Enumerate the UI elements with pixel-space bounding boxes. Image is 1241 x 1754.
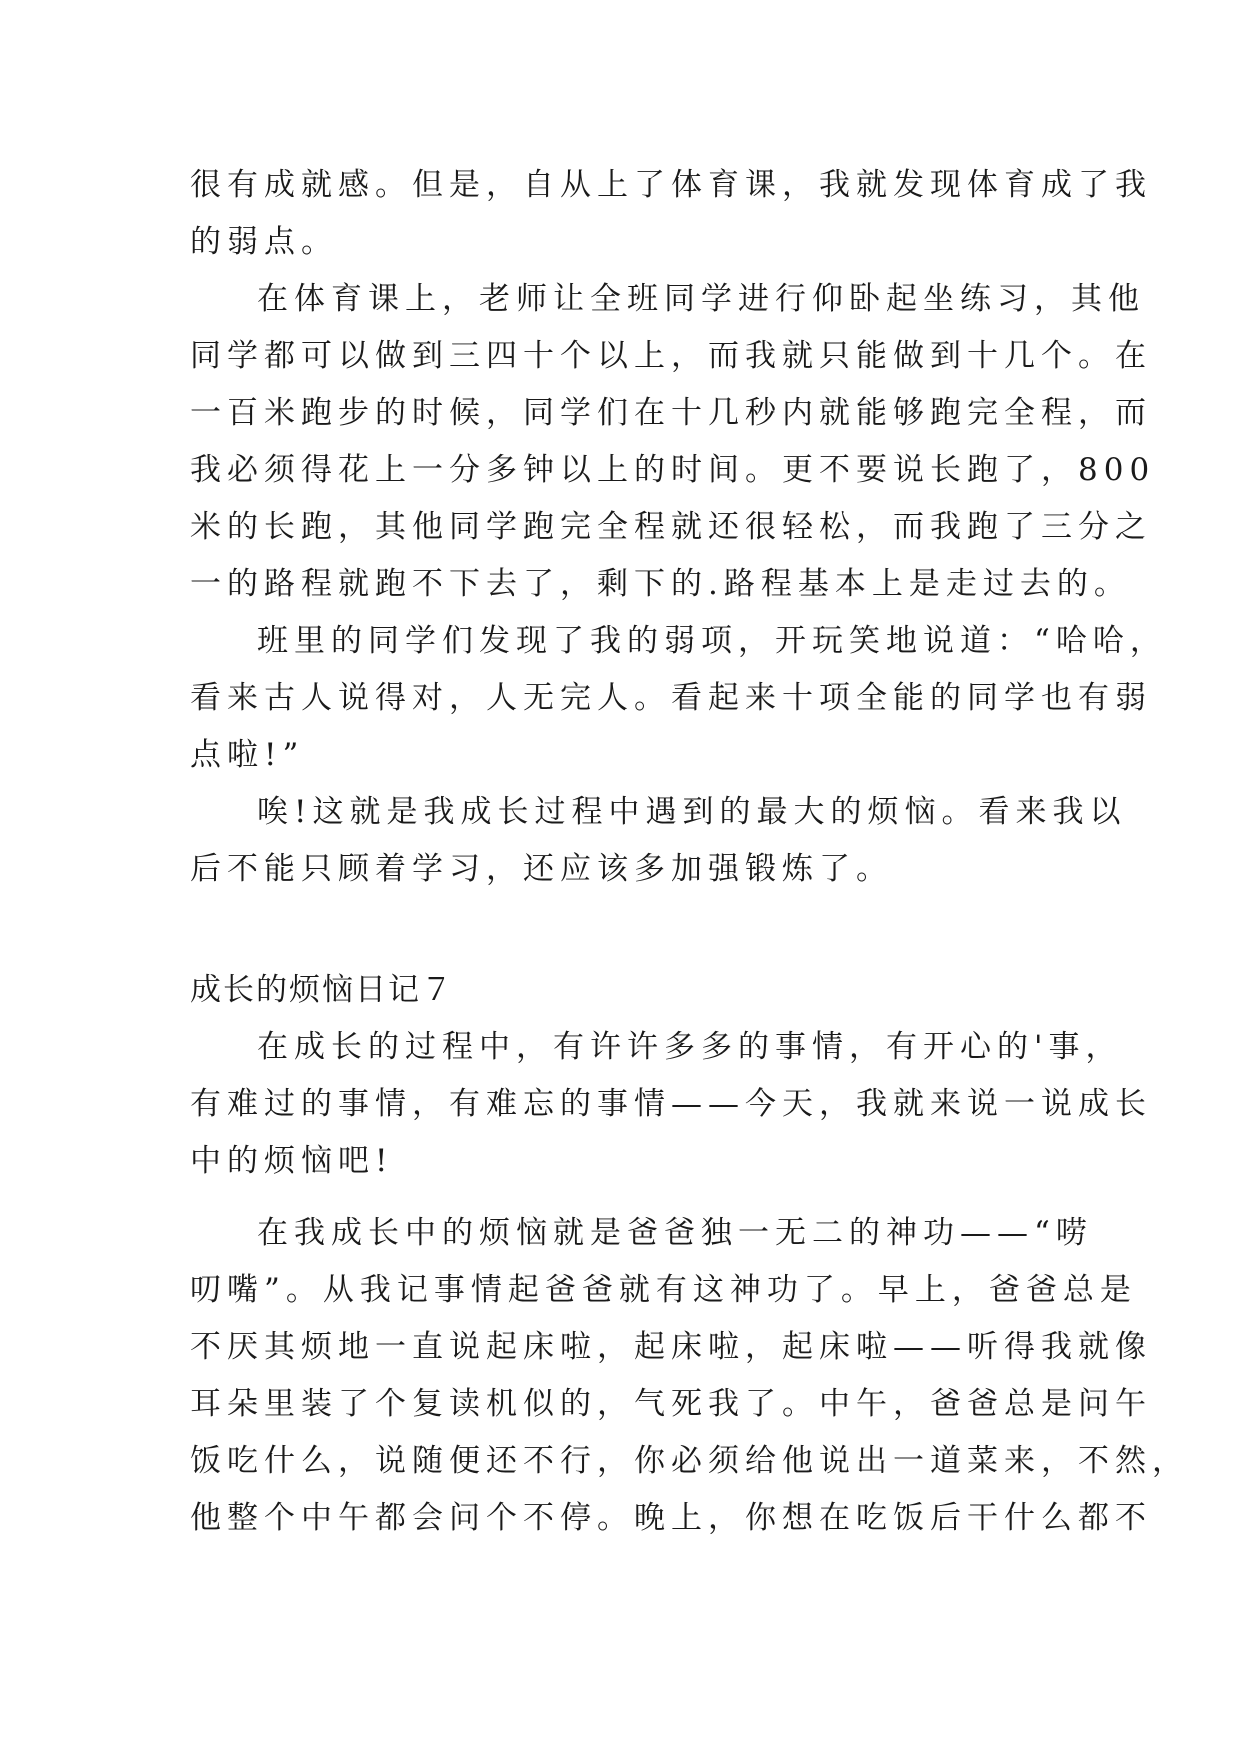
text-line: 他整个中午都会问个不停。晚上，你想在吃饭后干什么都不 (190, 1500, 1152, 1536)
text-line: 中的烦恼吧! (190, 1143, 394, 1179)
text-line: 同学都可以做到三四十个以上，而我就只能做到十几个。在 (190, 338, 1152, 374)
text-line: 耳朵里装了个复读机似的，气死我了。中午，爸爸总是问午 (190, 1386, 1152, 1422)
text-line: 的弱点。 (190, 224, 338, 260)
text-line: 在我成长中的烦恼就是爸爸独一无二的神功——“唠 (257, 1215, 1093, 1251)
text-line: 一百米跑步的时候，同学们在十几秒内就能够跑完全程，而 (190, 395, 1152, 431)
text-line: 不厌其烦地一直说起床啦，起床啦，起床啦——听得我就像 (190, 1329, 1152, 1365)
text-line: 看来古人说得对，人无完人。看起来十项全能的同学也有弱 (190, 680, 1152, 716)
text-line: 饭吃什么，说随便还不行，你必须给他说出一道菜来，不然， (190, 1443, 1189, 1479)
text-line: 唉!这就是我成长过程中遇到的最大的烦恼。看来我以 (257, 794, 1127, 830)
text-line: 在成长的过程中，有许许多多的事情，有开心的'事， (257, 1029, 1123, 1065)
text-line: 很有成就感。但是，自从上了体育课，我就发现体育成了我 (190, 167, 1152, 203)
text-line: 米的长跑，其他同学跑完全程就还很轻松，而我跑了三分之 (190, 509, 1152, 545)
text-line: 点啦!” (190, 737, 305, 773)
text-line: 有难过的事情，有难忘的事情——今天，我就来说一说成长 (190, 1086, 1152, 1122)
text-line: 一的路程就跑不下去了，剩下的.路程基本上是走过去的。 (190, 566, 1131, 602)
section-title: 成长的烦恼日记７ (190, 972, 454, 1008)
text-line: 叨嘴”。从我记事情起爸爸就有这神功了。早上，爸爸总是 (190, 1272, 1137, 1308)
text-line: 后不能只顾着学习，还应该多加强锻炼了。 (190, 851, 893, 887)
text-line: 班里的同学们发现了我的弱项，开玩笑地说道：“哈哈， (257, 623, 1167, 659)
text-line: 在体育课上，老师让全班同学进行仰卧起坐练习，其他 (257, 281, 1145, 317)
text-line: 我必须得花上一分多钟以上的时间。更不要说长跑了，800 (190, 452, 1156, 488)
